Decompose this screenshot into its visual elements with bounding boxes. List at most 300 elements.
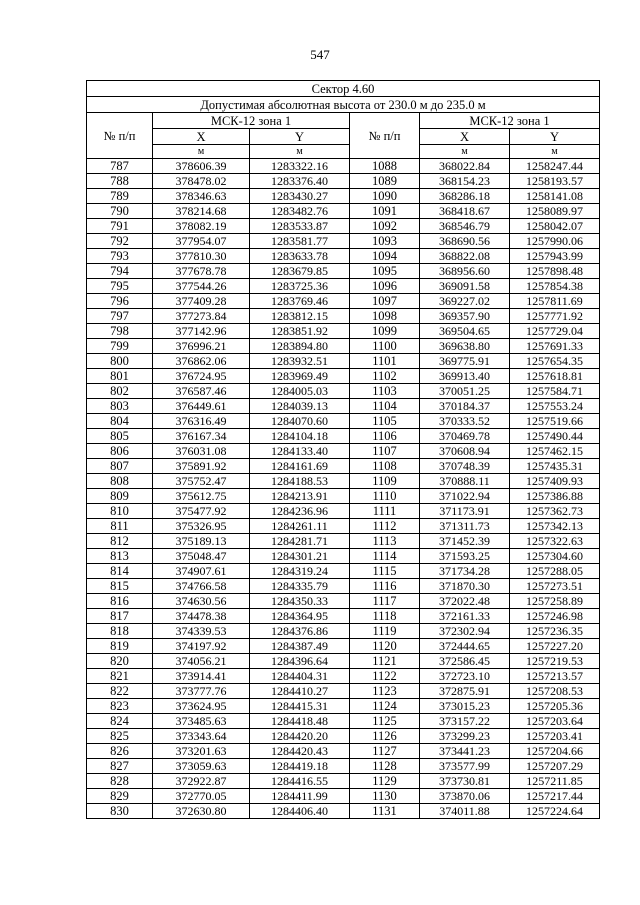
x-coordinate-right: 372302.94 [420, 624, 510, 639]
y-coordinate-left: 1284213.91 [250, 489, 350, 504]
point-number-right: 1113 [350, 534, 420, 549]
y-coordinate-right: 1257854.38 [510, 279, 600, 294]
y-coordinate-right: 1257208.53 [510, 684, 600, 699]
x-coordinate-left: 377810.30 [153, 249, 250, 264]
y-coordinate-right: 1257322.63 [510, 534, 600, 549]
y-coordinate-left: 1283932.51 [250, 354, 350, 369]
y-coordinate-left: 1283533.87 [250, 219, 350, 234]
y-coordinate-right: 1258247.44 [510, 159, 600, 174]
point-number-left: 805 [87, 429, 153, 444]
y-coordinate-right: 1257519.66 [510, 414, 600, 429]
x-coordinate-right: 374011.88 [420, 804, 510, 819]
point-number-right: 1130 [350, 789, 420, 804]
point-number-left: 791 [87, 219, 153, 234]
point-number-right: 1127 [350, 744, 420, 759]
x-coordinate-left: 375752.47 [153, 474, 250, 489]
x-coordinate-left: 372922.87 [153, 774, 250, 789]
y-coordinate-right: 1257386.88 [510, 489, 600, 504]
table-row [87, 369, 600, 384]
point-number-left: 797 [87, 309, 153, 324]
y-coordinate-right: 1257246.98 [510, 609, 600, 624]
x-coordinate-right: 372022.48 [420, 594, 510, 609]
x-coordinate-left: 377678.78 [153, 264, 250, 279]
point-number-right: 1107 [350, 444, 420, 459]
table-row [87, 474, 600, 489]
x-coordinate-right: 371734.28 [420, 564, 510, 579]
point-number-right: 1129 [350, 774, 420, 789]
point-number-right: 1098 [350, 309, 420, 324]
y-coordinate-left: 1284039.13 [250, 399, 350, 414]
table-row [87, 684, 600, 699]
table-row [87, 444, 600, 459]
point-number-right: 1117 [350, 594, 420, 609]
table-row [87, 534, 600, 549]
point-number-left: 795 [87, 279, 153, 294]
x-coordinate-right: 368154.23 [420, 174, 510, 189]
point-number-right: 1105 [350, 414, 420, 429]
y-coordinate-left: 1284005.03 [250, 384, 350, 399]
x-coordinate-right: 373870.06 [420, 789, 510, 804]
y-coordinate-right: 1257618.81 [510, 369, 600, 384]
table-row [87, 339, 600, 354]
point-number-left: 828 [87, 774, 153, 789]
y-header-left: Y [250, 129, 350, 145]
y-coordinate-left: 1284335.79 [250, 579, 350, 594]
point-number-right: 1125 [350, 714, 420, 729]
point-number-right: 1124 [350, 699, 420, 714]
x-coordinate-right: 369227.02 [420, 294, 510, 309]
y-coordinate-left: 1283969.49 [250, 369, 350, 384]
x-coordinate-right: 370888.11 [420, 474, 510, 489]
point-number-left: 804 [87, 414, 153, 429]
point-number-left: 816 [87, 594, 153, 609]
x-unit-left: м [153, 145, 250, 159]
point-number-left: 789 [87, 189, 153, 204]
x-coordinate-left: 374056.21 [153, 654, 250, 669]
point-number-left: 790 [87, 204, 153, 219]
point-number-left: 829 [87, 789, 153, 804]
point-number-right: 1090 [350, 189, 420, 204]
table-row [87, 219, 600, 234]
y-coordinate-left: 1284364.95 [250, 609, 350, 624]
y-coordinate-left: 1283633.78 [250, 249, 350, 264]
x-unit-right: м [420, 145, 510, 159]
y-coordinate-right: 1257342.13 [510, 519, 600, 534]
x-coordinate-left: 373059.63 [153, 759, 250, 774]
point-number-right: 1100 [350, 339, 420, 354]
point-number-left: 819 [87, 639, 153, 654]
x-coordinate-right: 373157.22 [420, 714, 510, 729]
num-header-left: № п/п [87, 113, 153, 159]
point-number-right: 1099 [350, 324, 420, 339]
table-row [87, 774, 600, 789]
y-coordinate-right: 1257273.51 [510, 579, 600, 594]
y-coordinate-left: 1284416.55 [250, 774, 350, 789]
x-coordinate-left: 374478.38 [153, 609, 250, 624]
x-coordinate-left: 375048.47 [153, 549, 250, 564]
point-number-left: 825 [87, 729, 153, 744]
point-number-right: 1110 [350, 489, 420, 504]
x-coordinate-left: 373485.63 [153, 714, 250, 729]
point-number-right: 1123 [350, 684, 420, 699]
point-number-right: 1091 [350, 204, 420, 219]
point-number-right: 1092 [350, 219, 420, 234]
point-number-left: 830 [87, 804, 153, 819]
x-coordinate-right: 370333.52 [420, 414, 510, 429]
y-coordinate-left: 1283430.27 [250, 189, 350, 204]
x-coordinate-right: 371870.30 [420, 579, 510, 594]
y-coordinate-right: 1257207.29 [510, 759, 600, 774]
x-coordinate-right: 373577.99 [420, 759, 510, 774]
y-coordinate-left: 1284319.24 [250, 564, 350, 579]
point-number-right: 1089 [350, 174, 420, 189]
table-row [87, 174, 600, 189]
point-number-right: 1097 [350, 294, 420, 309]
y-coordinate-right: 1257204.66 [510, 744, 600, 759]
point-number-right: 1093 [350, 234, 420, 249]
y-coordinate-right: 1257943.99 [510, 249, 600, 264]
point-number-right: 1108 [350, 459, 420, 474]
y-coordinate-left: 1283581.77 [250, 234, 350, 249]
x-coordinate-left: 376996.21 [153, 339, 250, 354]
x-coordinate-left: 378082.19 [153, 219, 250, 234]
y-coordinate-left: 1283812.15 [250, 309, 350, 324]
table-row [87, 744, 600, 759]
point-number-right: 1114 [350, 549, 420, 564]
table-row [87, 204, 600, 219]
x-coordinate-left: 374197.92 [153, 639, 250, 654]
x-coordinate-right: 371173.91 [420, 504, 510, 519]
table-row [87, 504, 600, 519]
point-number-right: 1103 [350, 384, 420, 399]
x-coordinate-right: 369638.80 [420, 339, 510, 354]
page-number: 547 [310, 47, 330, 62]
y-coordinate-left: 1284415.31 [250, 699, 350, 714]
table-row [87, 459, 600, 474]
x-coordinate-left: 373201.63 [153, 744, 250, 759]
y-coordinate-right: 1257811.69 [510, 294, 600, 309]
point-number-left: 810 [87, 504, 153, 519]
y-coordinate-right: 1257990.06 [510, 234, 600, 249]
point-number-left: 821 [87, 669, 153, 684]
x-coordinate-right: 373015.23 [420, 699, 510, 714]
y-coordinate-left: 1284420.20 [250, 729, 350, 744]
x-coordinate-right: 368022.84 [420, 159, 510, 174]
x-coordinate-left: 376316.49 [153, 414, 250, 429]
point-number-left: 822 [87, 684, 153, 699]
x-coordinate-left: 375477.92 [153, 504, 250, 519]
coord-system-header-left: МСК-12 зона 1 [153, 113, 350, 129]
x-coordinate-left: 378346.63 [153, 189, 250, 204]
coordinates-table-container [86, 80, 600, 819]
y-coordinate-right: 1258141.08 [510, 189, 600, 204]
y-coordinate-right: 1257462.15 [510, 444, 600, 459]
y-coordinate-left: 1284419.18 [250, 759, 350, 774]
x-coordinate-left: 373343.64 [153, 729, 250, 744]
y-coordinate-right: 1257553.24 [510, 399, 600, 414]
y-coordinate-left: 1283851.92 [250, 324, 350, 339]
table-row [87, 294, 600, 309]
point-number-right: 1104 [350, 399, 420, 414]
coordinates-table [86, 80, 600, 819]
table-row [87, 429, 600, 444]
x-coordinate-right: 373730.81 [420, 774, 510, 789]
x-coordinate-right: 368286.18 [420, 189, 510, 204]
y-coordinate-left: 1283376.40 [250, 174, 350, 189]
x-coordinate-left: 372770.05 [153, 789, 250, 804]
x-coordinate-left: 378214.68 [153, 204, 250, 219]
point-number-right: 1119 [350, 624, 420, 639]
y-coordinate-right: 1257584.71 [510, 384, 600, 399]
point-number-right: 1109 [350, 474, 420, 489]
point-number-left: 813 [87, 549, 153, 564]
x-coordinate-right: 372723.10 [420, 669, 510, 684]
table-row [87, 519, 600, 534]
table-row [87, 669, 600, 684]
point-number-right: 1128 [350, 759, 420, 774]
table-row [87, 594, 600, 609]
y-coordinate-right: 1257205.36 [510, 699, 600, 714]
point-number-right: 1106 [350, 429, 420, 444]
point-number-left: 808 [87, 474, 153, 489]
height-range-subtitle: Допустимая абсолютная высота от 230.0 м до 235.0 м [87, 97, 600, 113]
x-coordinate-right: 371311.73 [420, 519, 510, 534]
x-header-right: X [420, 129, 510, 145]
y-coordinate-right: 1257435.31 [510, 459, 600, 474]
x-coordinate-left: 376724.95 [153, 369, 250, 384]
point-number-left: 817 [87, 609, 153, 624]
table-row [87, 264, 600, 279]
point-number-left: 798 [87, 324, 153, 339]
x-coordinate-right: 369775.91 [420, 354, 510, 369]
x-coordinate-right: 369504.65 [420, 324, 510, 339]
table-row [87, 654, 600, 669]
y-coordinate-right: 1257211.85 [510, 774, 600, 789]
point-number-left: 811 [87, 519, 153, 534]
table-row [87, 189, 600, 204]
y-coordinate-left: 1283482.76 [250, 204, 350, 219]
point-number-right: 1096 [350, 279, 420, 294]
y-coordinate-left: 1284104.18 [250, 429, 350, 444]
point-number-right: 1131 [350, 804, 420, 819]
x-coordinate-left: 374630.56 [153, 594, 250, 609]
x-coordinate-left: 378478.02 [153, 174, 250, 189]
x-coordinate-left: 373914.41 [153, 669, 250, 684]
y-coordinate-left: 1284387.49 [250, 639, 350, 654]
x-coordinate-right: 372586.45 [420, 654, 510, 669]
x-coordinate-left: 374339.53 [153, 624, 250, 639]
y-coordinate-right: 1258042.07 [510, 219, 600, 234]
y-coordinate-right: 1257224.64 [510, 804, 600, 819]
y-header-right: Y [510, 129, 600, 145]
y-coordinate-left: 1284133.40 [250, 444, 350, 459]
point-number-right: 1102 [350, 369, 420, 384]
point-number-left: 800 [87, 354, 153, 369]
y-coordinate-left: 1284411.99 [250, 789, 350, 804]
point-number-right: 1115 [350, 564, 420, 579]
x-coordinate-right: 370051.25 [420, 384, 510, 399]
x-coordinate-right: 368822.08 [420, 249, 510, 264]
y-coordinate-right: 1257213.57 [510, 669, 600, 684]
y-coordinate-right: 1258193.57 [510, 174, 600, 189]
point-number-right: 1116 [350, 579, 420, 594]
point-number-left: 802 [87, 384, 153, 399]
table-row [87, 579, 600, 594]
x-coordinate-right: 368546.79 [420, 219, 510, 234]
point-number-left: 823 [87, 699, 153, 714]
y-coordinate-left: 1284406.40 [250, 804, 350, 819]
y-coordinate-right: 1257490.44 [510, 429, 600, 444]
y-coordinate-left: 1283725.36 [250, 279, 350, 294]
y-coordinate-left: 1283769.46 [250, 294, 350, 309]
y-coordinate-right: 1257771.92 [510, 309, 600, 324]
point-number-right: 1111 [350, 504, 420, 519]
y-coordinate-right: 1257409.93 [510, 474, 600, 489]
y-coordinate-left: 1284261.11 [250, 519, 350, 534]
point-number-left: 796 [87, 294, 153, 309]
point-number-right: 1120 [350, 639, 420, 654]
table-row [87, 309, 600, 324]
point-number-left: 801 [87, 369, 153, 384]
point-number-left: 812 [87, 534, 153, 549]
x-coordinate-right: 368690.56 [420, 234, 510, 249]
table-row [87, 414, 600, 429]
point-number-left: 815 [87, 579, 153, 594]
y-coordinate-right: 1257654.35 [510, 354, 600, 369]
y-coordinate-right: 1257203.41 [510, 729, 600, 744]
y-coordinate-left: 1284376.86 [250, 624, 350, 639]
point-number-left: 787 [87, 159, 153, 174]
table-row [87, 384, 600, 399]
x-coordinate-right: 373441.23 [420, 744, 510, 759]
y-coordinate-right: 1257729.04 [510, 324, 600, 339]
y-unit-left: м [250, 145, 350, 159]
point-number-left: 793 [87, 249, 153, 264]
coord-system-header-right: МСК-12 зона 1 [420, 113, 600, 129]
y-coordinate-right: 1257691.33 [510, 339, 600, 354]
point-number-left: 824 [87, 714, 153, 729]
x-coordinate-left: 373624.95 [153, 699, 250, 714]
x-coordinate-right: 369091.58 [420, 279, 510, 294]
x-coordinate-right: 369913.40 [420, 369, 510, 384]
x-coordinate-left: 374766.58 [153, 579, 250, 594]
table-row [87, 249, 600, 264]
y-coordinate-left: 1284410.27 [250, 684, 350, 699]
point-number-left: 794 [87, 264, 153, 279]
point-number-right: 1122 [350, 669, 420, 684]
x-coordinate-left: 377142.96 [153, 324, 250, 339]
x-coordinate-left: 376031.08 [153, 444, 250, 459]
y-coordinate-right: 1257362.73 [510, 504, 600, 519]
y-coordinate-left: 1284070.60 [250, 414, 350, 429]
y-coordinate-left: 1284350.33 [250, 594, 350, 609]
x-coordinate-right: 369357.90 [420, 309, 510, 324]
table-row [87, 714, 600, 729]
x-coordinate-right: 368956.60 [420, 264, 510, 279]
point-number-left: 806 [87, 444, 153, 459]
point-number-right: 1112 [350, 519, 420, 534]
x-coordinate-right: 373299.23 [420, 729, 510, 744]
x-coordinate-left: 378606.39 [153, 159, 250, 174]
point-number-left: 809 [87, 489, 153, 504]
y-coordinate-right: 1257898.48 [510, 264, 600, 279]
table-row [87, 789, 600, 804]
point-number-left: 807 [87, 459, 153, 474]
table-row [87, 624, 600, 639]
y-coordinate-right: 1257227.20 [510, 639, 600, 654]
point-number-right: 1121 [350, 654, 420, 669]
y-coordinate-left: 1284281.71 [250, 534, 350, 549]
point-number-left: 826 [87, 744, 153, 759]
y-coordinate-right: 1257219.53 [510, 654, 600, 669]
table-row [87, 489, 600, 504]
table-row [87, 699, 600, 714]
x-coordinate-left: 372630.80 [153, 804, 250, 819]
table-row [87, 354, 600, 369]
x-coordinate-right: 371593.25 [420, 549, 510, 564]
point-number-left: 792 [87, 234, 153, 249]
x-coordinate-right: 370748.39 [420, 459, 510, 474]
x-coordinate-right: 368418.67 [420, 204, 510, 219]
point-number-left: 803 [87, 399, 153, 414]
y-coordinate-left: 1284161.69 [250, 459, 350, 474]
table-row [87, 639, 600, 654]
x-coordinate-left: 375189.13 [153, 534, 250, 549]
table-row [87, 609, 600, 624]
x-coordinate-left: 376167.34 [153, 429, 250, 444]
table-row [87, 279, 600, 294]
y-coordinate-left: 1284236.96 [250, 504, 350, 519]
x-coordinate-left: 375612.75 [153, 489, 250, 504]
y-coordinate-left: 1284301.21 [250, 549, 350, 564]
x-coordinate-right: 371022.94 [420, 489, 510, 504]
table-row [87, 159, 600, 174]
x-coordinate-right: 371452.39 [420, 534, 510, 549]
y-coordinate-right: 1257236.35 [510, 624, 600, 639]
point-number-right: 1126 [350, 729, 420, 744]
y-coordinate-right: 1257304.60 [510, 549, 600, 564]
table-row [87, 564, 600, 579]
x-coordinate-left: 376587.46 [153, 384, 250, 399]
x-coordinate-left: 377409.28 [153, 294, 250, 309]
table-row [87, 399, 600, 414]
y-coordinate-right: 1257288.05 [510, 564, 600, 579]
point-number-left: 814 [87, 564, 153, 579]
table-row [87, 234, 600, 249]
x-coordinate-right: 372161.33 [420, 609, 510, 624]
num-header-right: № п/п [350, 113, 420, 159]
x-coordinate-right: 372875.91 [420, 684, 510, 699]
point-number-left: 799 [87, 339, 153, 354]
y-coordinate-left: 1284188.53 [250, 474, 350, 489]
x-coordinate-left: 377954.07 [153, 234, 250, 249]
point-number-right: 1088 [350, 159, 420, 174]
point-number-right: 1095 [350, 264, 420, 279]
y-coordinate-left: 1283322.16 [250, 159, 350, 174]
y-unit-right: м [510, 145, 600, 159]
y-coordinate-right: 1258089.97 [510, 204, 600, 219]
x-coordinate-left: 376449.61 [153, 399, 250, 414]
y-coordinate-left: 1283894.80 [250, 339, 350, 354]
x-coordinate-left: 374907.61 [153, 564, 250, 579]
point-number-left: 788 [87, 174, 153, 189]
point-number-right: 1094 [350, 249, 420, 264]
x-coordinate-left: 375891.92 [153, 459, 250, 474]
table-row [87, 729, 600, 744]
x-coordinate-right: 370184.37 [420, 399, 510, 414]
x-coordinate-left: 375326.95 [153, 519, 250, 534]
y-coordinate-right: 1257258.89 [510, 594, 600, 609]
